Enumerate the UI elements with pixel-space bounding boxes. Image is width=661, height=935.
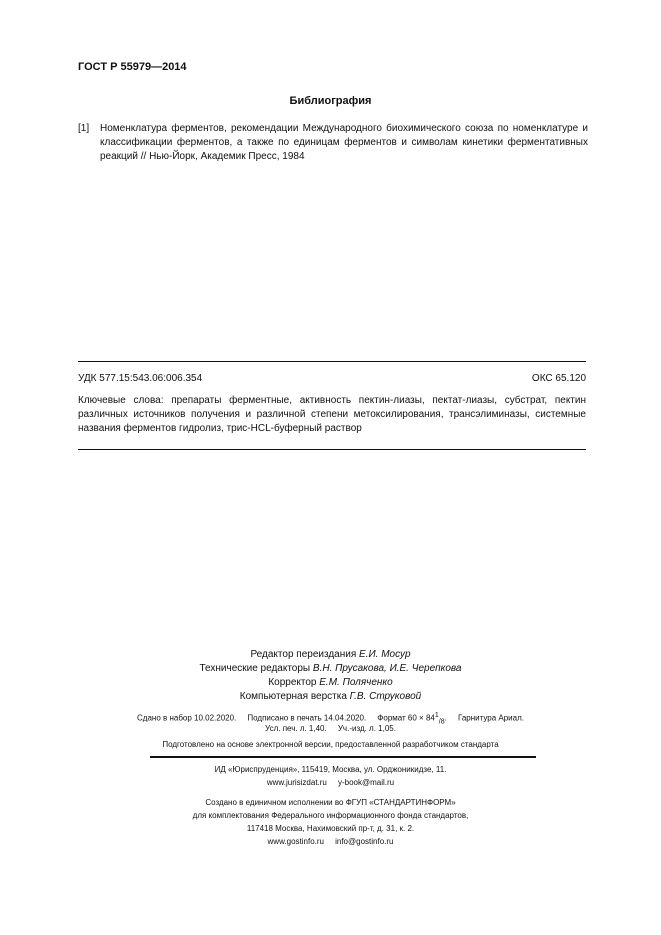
entry-number: [1] — [78, 123, 90, 134]
producer-contacts: www.gostinfo.ru info@gostinfo.ru — [267, 837, 394, 846]
divider — [78, 449, 586, 450]
oks-code: ОКС 65.120 — [531, 373, 586, 384]
publisher-contacts: www.jurisizdat.ru y-book@mail.ru — [266, 778, 395, 787]
credit-role: Редактор переиздания — [250, 649, 357, 660]
credit-role: Корректор — [268, 677, 317, 688]
credits — [0, 648, 661, 704]
credit-line — [0, 690, 661, 704]
entry-text: Номенклатура ферментов, рекомендации Международного биохимического союза по номенклатуре и классификации ферментов, а также по единицам ферментов и символам кинетики ферментативных реакций // Нью-Йорк, Академик Пресс, 1984 — [100, 123, 588, 162]
producer-line: для комплектования Федерального информационного фонда стандартов, — [192, 811, 469, 820]
credit-line — [0, 676, 661, 690]
bibliography-entry — [78, 122, 588, 164]
credit-line — [0, 648, 661, 662]
credit-name: Е.И. Мосур — [359, 649, 411, 660]
credit-name: В.Н. Прусакова, И.Е. Черепкова — [312, 663, 462, 674]
credit-role: Технические редакторы — [199, 663, 311, 674]
section-title: Библиография — [289, 95, 372, 107]
credit-role: Компьютерная верстка — [239, 691, 347, 702]
standard-header: ГОСТ Р 55979—2014 — [78, 61, 187, 73]
divider — [78, 361, 586, 362]
credit-line — [0, 662, 661, 676]
credit-name: Г.В. Струковой — [349, 691, 422, 702]
prepared-note: Подготовлено на основе электронной версии, предоставленной разработчиком стандарта — [162, 740, 499, 749]
producer-address: 117418 Москва, Нахимовский пр-т, д. 31, к. 2. — [246, 824, 415, 833]
imprint-line-2: Усл. печ. л. 1,40. Уч.-изд. л. 1,05. — [265, 724, 396, 733]
credit-name: Е.М. Поляченко — [319, 677, 393, 688]
imprint-line-1: Сдано в набор 10.02.2020. Подписано в печать 14.04.2020. Формат $60 \times 84^1_{/8}$. Гарнитура Ариал. — [137, 712, 524, 726]
divider — [150, 756, 536, 758]
udk-code: УДК 577.15:543.06:006.354 — [78, 373, 203, 384]
producer-line: Создано в единичном исполнении во ФГУП «СТАНДАРТИНФОРМ» — [205, 798, 456, 807]
publisher-address: ИД «Юриспруденция», 115419, Москва, ул. Орджоникидзе, 11. — [214, 765, 447, 774]
keywords: Ключевые слова: препараты ферментные, активность пектин-лиазы, пектат-лиазы, субстрат, пектин различных источников получения и различной степени метоксилирования, трансэлиминазы, системные названия ферментов гидролиз, трис-HCL-буферный раствор — [78, 395, 586, 434]
